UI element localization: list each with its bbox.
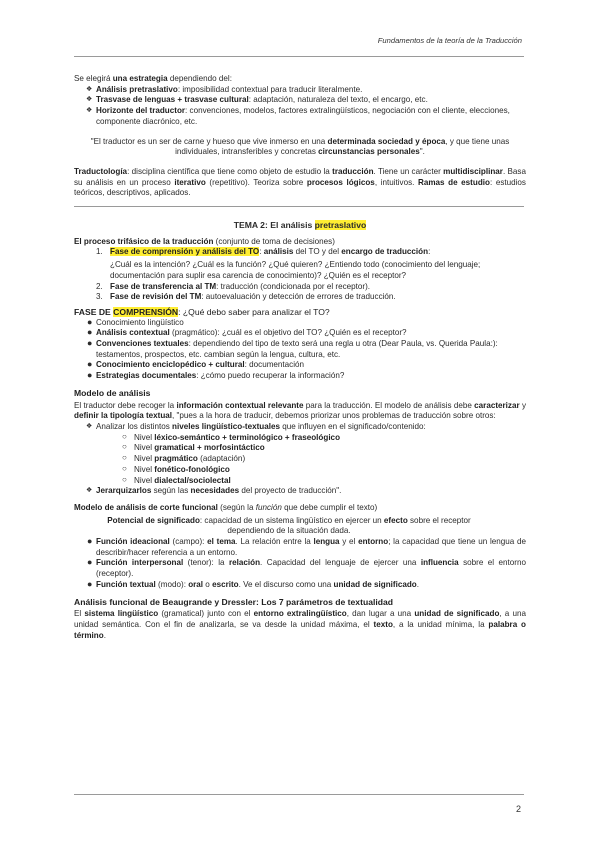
- list-item: ❖ Trasvase de lenguas + trasvase cultural: adaptación, naturaleza del texto, el encargo, etc.: [86, 95, 428, 105]
- list-item: ○ Nivel gramatical + morfosintáctico: [122, 442, 265, 453]
- funcional-title: Modelo de análisis de corte funcional (según la función que debe cumplir el texto): [74, 502, 378, 512]
- page-content: [74, 74, 526, 641]
- list-item: ○ Nivel léxico-semántico + terminológico + fraseológico: [122, 431, 341, 442]
- bullet-dot-icon: ●: [87, 359, 93, 370]
- circle-bullet-icon: ○: [122, 474, 127, 484]
- diamond-bullet-icon: ❖: [86, 487, 93, 495]
- list-item: 2. Fase de transferencia al TM: traducción (condicionada por el receptor).: [96, 281, 371, 291]
- diamond-bullet-icon: ❖: [86, 96, 93, 104]
- circle-bullet-icon: ○: [122, 463, 127, 473]
- list-item: 1. Fase de comprensión y análisis del TO: análisis del TO y del encargo de traducción: ¿Cuál es la intención? ¿Cuál es la función? ¿Qué quieren? ¿Entiendo todo (conocimiento del lenguaje; documentación para suplir esa carencia de conocimiento)? ¿Quién es el receptor?: [74, 247, 526, 281]
- proceso-steps: [74, 247, 526, 303]
- list-item: ❖ Analizar los distintos niveles lingüístico-textuales que influyen en el significado/contenido:: [86, 421, 426, 431]
- circle-bullet-icon: ○: [122, 431, 127, 441]
- bullet-dot-icon: ●: [87, 316, 93, 327]
- list-item: ❖ Horizonte del traductor: convenciones, modelos, factores extralingüísticos, negociación con el cliente, elecciones, componente diacrónico, etc.: [86, 106, 510, 126]
- list-item: ● Función textual (modo): oral o escrito. Ve el discurso como una unidad de significado.: [87, 578, 419, 589]
- circle-bullet-icon: ○: [122, 453, 127, 463]
- beaugrande-title: Análisis funcional de Beaugrande y Dressler: Los 7 parámetros de textualidad: [74, 596, 394, 607]
- bullet-dot-icon: ●: [87, 557, 93, 568]
- strategy-list: [74, 85, 526, 128]
- page-number: 2: [516, 804, 522, 814]
- modelo-paragraph: El traductor debe recoger la información contextual relevante para la traducción. El modelo de análisis debe caracterizar y definir la tipología textual, "pues a la hora de traducir, debemos priorizar unos problemas de traducción sobre otros:: [74, 400, 526, 421]
- step-detail: ¿Cuál es la intención? ¿Cuál es la función? ¿Qué quieren? ¿Entiendo todo (conocimiento del lenguaje; documentación para suplir esa carencia de conocimiento)? ¿Quién es el receptor?: [110, 260, 481, 280]
- traductologia-definition: Traductología: disciplina científica que tiene como objeto de estudio la traducción. Tiene un carácter multidisciplinar. Basa su análisis en un proceso iterativo (repetitivo). Teoriza sobre procesos lógicos, intuitivos. Ramas de estudio: estudios teóricos, descriptivos, aplicados.: [74, 166, 526, 198]
- bullet-dot-icon: ●: [87, 327, 93, 338]
- tema-title: TEMA 2: El análisis pretraslativo: [233, 220, 367, 231]
- beaugrande-paragraph: El sistema lingüístico (gramatical) junto con el entorno extralingüístico, dan lugar a una unidad de significado, a una unidad semántica. Con el fin de analizarla, se va desde la unidad máxima, el texto, a la unidad mínima, la palabra o término.: [74, 609, 527, 640]
- running-title: Fundamentos de la teoría de la Traducción: [377, 36, 522, 45]
- diamond-bullet-icon: ❖: [86, 85, 93, 93]
- list-item: ● Conocimiento lingüístico: [87, 316, 184, 327]
- list-item: ● Estrategias documentales: ¿cómo puedo recuperar la información?: [87, 370, 345, 381]
- footer-rule: [74, 794, 524, 795]
- levels-list: [74, 433, 526, 487]
- list-item: ❖ Jerarquizarlos según las necesidades del proyecto de traducción".: [86, 486, 342, 496]
- funciones-list: [74, 537, 526, 591]
- modelo-list: [74, 422, 526, 433]
- strategy-intro: Se elegirá una estrategia dependiendo del:: [74, 74, 232, 83]
- list-item: ● Análisis contextual (pragmático): ¿cuál es el objetivo del TO? ¿Quién es el receptor?: [87, 327, 407, 338]
- bullet-dot-icon: ●: [87, 578, 93, 589]
- list-item: ○ Nivel pragmático (adaptación): [122, 453, 246, 464]
- fase-comprension-title: FASE DE COMPRENSIÓN: ¿Qué debo saber para analizar el TO?: [74, 306, 330, 317]
- jerarquizar-list: [74, 486, 526, 497]
- circle-bullet-icon: ○: [122, 442, 127, 452]
- translator-quote: "El traductor es un ser de carne y hueso que vive inmerso en una determinada sociedad y época, y que tiene unas individuales, intransferibles y concretas circunstancias personales".: [90, 136, 510, 157]
- list-item: 3. Fase de revisión del TM: autoevaluación y detección de errores de traducción.: [96, 292, 396, 302]
- bullet-dot-icon: ●: [87, 338, 93, 349]
- list-item: ○ Nivel fonético-fonológico: [122, 463, 230, 474]
- list-item: ● Conocimiento enciclopédico + cultural: documentación: [87, 359, 305, 370]
- list-item: ● Convenciones textuales: dependiendo del tipo de texto será una regla u otra (Dear Paula, vs. Querida Paula:): testamentos, prospectos, etc. cambian según la lengua, cultura, etc.: [87, 338, 498, 359]
- list-item: ○ Nivel dialectal/sociolectal: [122, 474, 231, 485]
- bullet-dot-icon: ●: [87, 370, 93, 381]
- list-item: ❖ Análisis pretraslativo: imposibilidad contextual para traducir literalmente.: [86, 84, 363, 94]
- potencial-definition: Potencial de significado: capacidad de un sistema lingüístico en ejercer un efecto sobre el receptor dependiendo de la situación dada.: [107, 515, 471, 536]
- list-item: ● Función interpersonal (tenor): la relación. Capacidad del lenguaje de ejercer una influencia sobre el entorno (receptor).: [87, 557, 526, 579]
- modelo-title: Modelo de análisis: [74, 387, 151, 398]
- diamond-bullet-icon: ❖: [86, 422, 93, 430]
- list-item: ● Función ideacional (campo): el tema. La relación entre la lengua y el entorno; la capacidad que tiene un lengua de describir/hacer referencia a un entorno.: [87, 536, 527, 557]
- bullet-dot-icon: ●: [87, 536, 93, 547]
- fase-list: [74, 318, 526, 382]
- proceso-title: El proceso trifásico de la traducción (conjunto de toma de decisiones): [74, 236, 335, 246]
- diamond-bullet-icon: ❖: [86, 107, 93, 115]
- header-rule: [74, 56, 524, 57]
